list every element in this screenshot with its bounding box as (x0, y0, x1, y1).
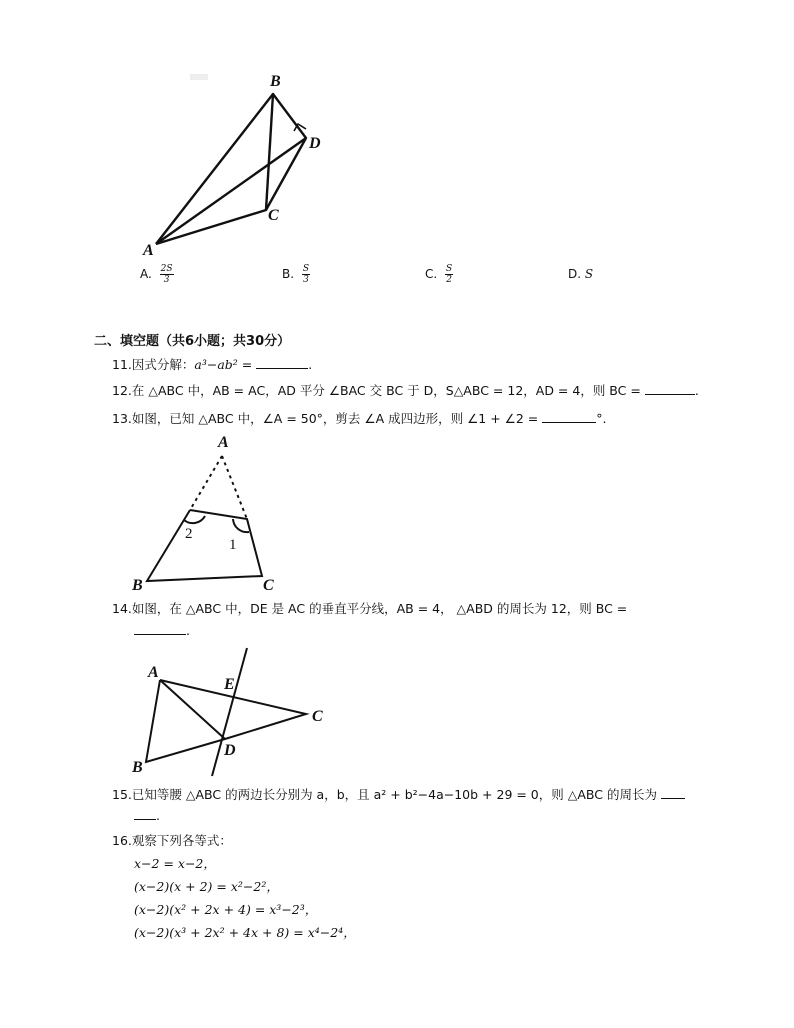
q16-equation-4: (x−2)(x³ + 2x² + 4x + 8) = x⁴−2⁴， (134, 925, 356, 940)
q13-number: 13. (112, 411, 132, 426)
option-c[interactable] (425, 264, 453, 285)
fig3-label-b: B (132, 759, 143, 776)
option-d-value: S (584, 267, 594, 281)
question-13 (112, 409, 607, 427)
q14-answer-blank[interactable] (134, 624, 186, 635)
fig3-label-c: C (312, 708, 323, 725)
q15-number: 15. (112, 787, 132, 802)
option-b-label: B. (282, 267, 295, 281)
option-d-label: D. (568, 267, 582, 281)
fig2-angle2-arc (184, 516, 205, 523)
q15-answer-blank-cont[interactable] (134, 809, 156, 820)
q11-end: . (308, 357, 313, 372)
q14-text: 如图，在 △ABC 中，DE 是 AC 的垂直平分线，AB = 4， △ABD 的周长为 12，则 BC = (131, 601, 628, 616)
option-c-fraction: $\frac{S}{2}$ (446, 264, 453, 285)
fig3-label-e: E (224, 676, 235, 693)
q15-end: . (156, 808, 160, 823)
q16-text: 观察下列各等式： (131, 833, 232, 848)
question-14-cont (134, 623, 190, 638)
q14-end: . (186, 623, 190, 638)
question-11 (112, 355, 312, 373)
option-a-label: A. (140, 267, 152, 281)
fig3-line-ad (160, 680, 225, 739)
q13-end: °. (596, 411, 607, 426)
question-16 (112, 831, 232, 849)
fig1-label-c: C (268, 207, 279, 224)
fig1-label-b: B (270, 73, 281, 90)
fig2-dotted-ac (222, 456, 247, 519)
fig1-diagonal-bc (266, 94, 273, 210)
q11-expression: a³−ab² = (194, 357, 253, 372)
q15-text: 已知等腰 △ABC 的两边长分别为 a，b，且 a² + b²−4a−10b + 29 = 0，则 △ABC 的周长为 (131, 787, 657, 802)
fig2-label-c: C (263, 577, 274, 594)
question-15-cont (134, 808, 160, 823)
q12-text: 在 △ABC 中，AB = AC，AD 平分 ∠BAC 交 BC 于 D，S△ABC = 12，AD = 4，则 BC = (131, 383, 641, 398)
question-12 (112, 381, 699, 399)
q11-answer-blank[interactable] (256, 358, 308, 369)
option-b[interactable] (282, 264, 310, 285)
fig2-dotted-ab (190, 456, 222, 510)
fig2-quadrilateral (147, 510, 262, 581)
q16-number: 16. (112, 833, 132, 848)
q13-text: 如图，已知 △ABC 中，∠A = 50°，剪去 ∠A 成四边形，则 ∠1 + ∠2 = (131, 411, 539, 426)
q11-number: 11. (112, 357, 132, 372)
option-c-label: C. (425, 267, 438, 281)
fig2-label-b: B (132, 577, 143, 594)
question-15 (112, 785, 685, 803)
fig3-label-a: A (148, 664, 159, 681)
fig1-label-d: D (309, 135, 321, 152)
option-d[interactable] (568, 267, 593, 281)
figure-cut-triangle (147, 456, 262, 581)
fig1-outline (156, 94, 306, 244)
section-title: 二、填空题（共6小题；共30分） (94, 334, 291, 349)
option-b-fraction: $\frac{S}{3}$ (302, 264, 310, 285)
option-a[interactable] (140, 264, 174, 285)
fig1-label-a: A (143, 242, 154, 259)
fig2-label-1: 1 (229, 537, 237, 553)
fig1-diagonal-ac (156, 138, 306, 244)
fig3-label-d: D (224, 742, 236, 759)
q16-equation-1: x−2 = x−2， (134, 856, 216, 871)
fig2-label-a: A (218, 434, 229, 451)
question-14 (112, 599, 627, 617)
q12-end: . (694, 383, 699, 398)
q16-equation-3: (x−2)(x² + 2x + 4) = x³−2³， (134, 902, 318, 917)
q11-text: 因式分解： (131, 357, 195, 372)
fig1-smudge (190, 74, 208, 80)
q13-answer-blank[interactable] (542, 412, 596, 423)
q16-equation-2: (x−2)(x + 2) = x²−2²， (134, 879, 279, 894)
option-a-fraction: $\frac{2S}{3}$ (160, 264, 173, 285)
q12-number: 12. (112, 383, 132, 398)
q14-number: 14. (112, 601, 132, 616)
fig2-label-2: 2 (185, 526, 193, 542)
q15-answer-blank[interactable] (661, 788, 685, 799)
q12-answer-blank[interactable] (645, 384, 695, 395)
